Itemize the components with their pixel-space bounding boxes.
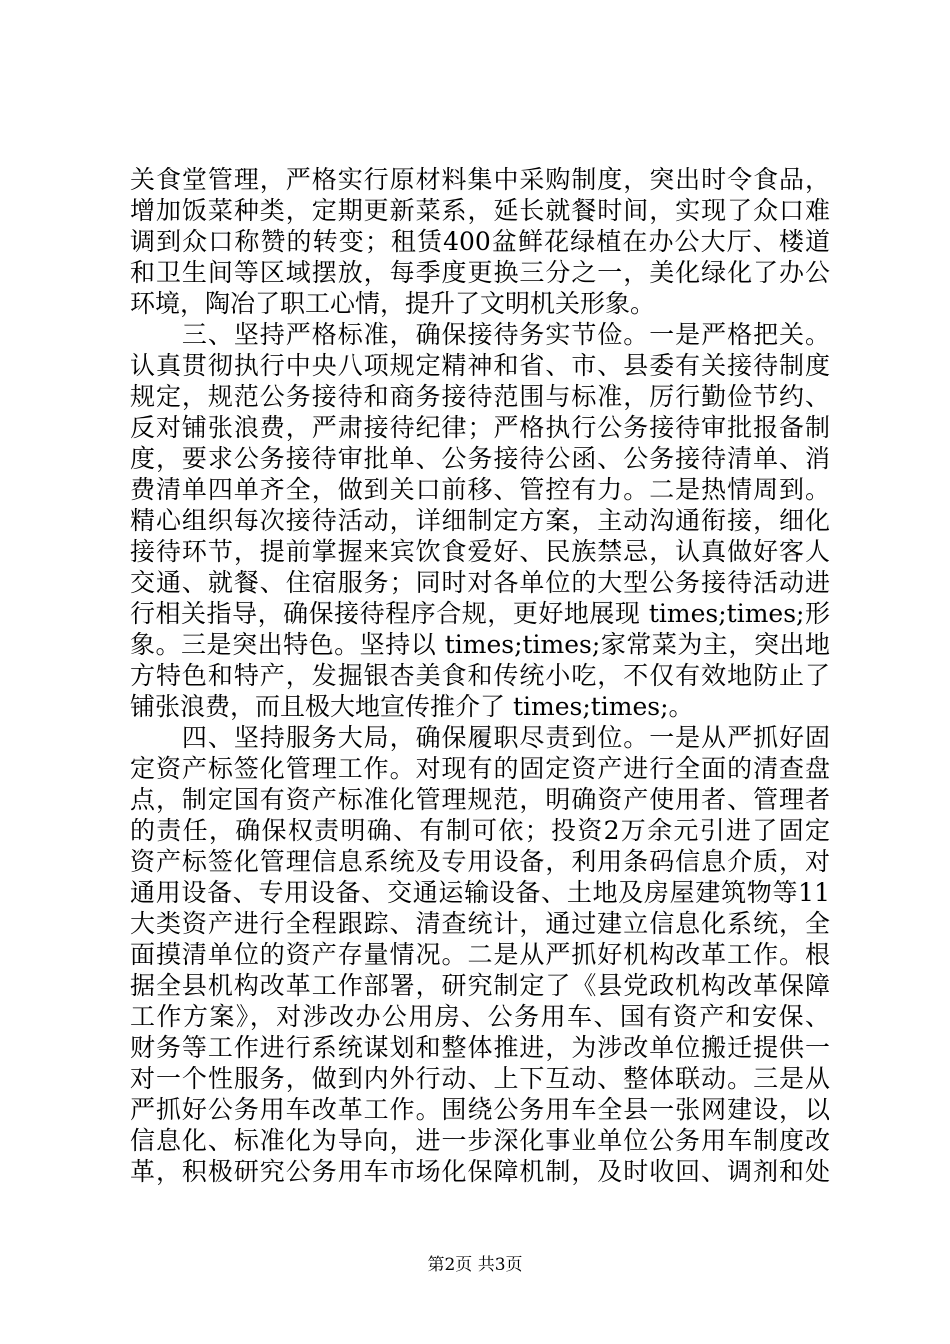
text-line: 度，要求公务接待审批单、公务接待公函、公务接待清单、消	[130, 444, 830, 473]
text-line: 方特色和特产，发掘银杏美食和传统小吃，不仅有效地防止了	[130, 661, 830, 690]
text-line: 的责任，确保权责明确、有制可依；投资2万余元引进了固定	[130, 816, 830, 845]
text-line: 通用设备、专用设备、交通运输设备、土地及房屋建筑物等11	[130, 878, 830, 907]
text-line: 增加饭菜种类，定期更新菜系，延长就餐时间，实现了众口难	[130, 196, 830, 225]
text-line: 环境，陶冶了职工心情，提升了文明机关形象。	[130, 289, 656, 318]
text-line: 和卫生间等区域摆放，每季度更换三分之一，美化绿化了办公	[130, 258, 830, 287]
text-line: 精心组织每次接待活动，详细制定方案，主动沟通衔接，细化	[130, 506, 830, 535]
text-line: 铺张浪费，而且极大地宣传推介了 times;times;。	[130, 692, 694, 721]
body-text	[130, 164, 830, 1187]
text-line: 定资产标签化管理工作。对现有的固定资产进行全面的清查盘	[130, 754, 830, 783]
text-line: 革，积极研究公务用车市场化保障机制，及时收回、调剂和处	[130, 1157, 830, 1186]
text-line: 财务等工作进行系统谋划和整体推进，为涉改单位搬迁提供一	[130, 1033, 830, 1062]
text-line: 严抓好公务用车改革工作。围绕公务用车全县一张网建设，以	[130, 1095, 830, 1124]
text-line: 接待环节，提前掌握来宾饮食爱好、民族禁忌，认真做好客人	[130, 537, 830, 566]
text-line: 交通、就餐、住宿服务；同时对各单位的大型公务接待活动进	[130, 568, 830, 597]
text-line: 费清单四单齐全，做到关口前移、管控有力。二是热情周到。	[130, 475, 830, 504]
text-line: 对一个性服务，做到内外行动、上下互动、整体联动。三是从	[130, 1064, 830, 1093]
text-line: 点，制定国有资产标准化管理规范，明确资产使用者、管理者	[130, 785, 830, 814]
page-number-footer: 第2页 共3页	[427, 1255, 523, 1275]
text-line: 工作方案》，对涉改办公用房、公务用车、国有资产和安保、	[130, 1002, 830, 1031]
text-line: 面摸清单位的资产存量情况。二是从严抓好机构改革工作。根	[130, 940, 830, 969]
text-line: 调到众口称赞的转变；租赁400盆鲜花绿植在办公大厅、楼道	[130, 227, 830, 256]
text-line: 关食堂管理，严格实行原材料集中采购制度，突出时令食品，	[130, 165, 830, 194]
text-line: 反对铺张浪费，严肃接待纪律；严格执行公务接待审批报备制	[130, 413, 830, 442]
text-line: 据全县机构改革工作部署，研究制定了《县党政机构改革保障	[130, 971, 830, 1000]
text-line: 象。三是突出特色。坚持以 times;times;家常菜为主，突出地	[130, 630, 830, 659]
text-line: 三、坚持严格标准，确保接待务实节俭。一是严格把关。	[130, 320, 830, 349]
text-line: 行相关指导，确保接待程序合规，更好地展现 times;times;形	[130, 599, 830, 628]
text-line: 资产标签化管理信息系统及专用设备，利用条码信息介质，对	[130, 847, 830, 876]
text-line: 认真贯彻执行中央八项规定精神和省、市、县委有关接待制度	[130, 351, 830, 380]
text-line: 大类资产进行全程跟踪、清查统计，通过建立信息化系统，全	[130, 909, 830, 938]
text-line: 四、坚持服务大局，确保履职尽责到位。一是从严抓好固	[130, 723, 830, 752]
text-line: 规定，规范公务接待和商务接待范围与标准，厉行勤俭节约、	[130, 382, 830, 411]
text-line: 信息化、标准化为导向，进一步深化事业单位公务用车制度改	[130, 1126, 830, 1155]
